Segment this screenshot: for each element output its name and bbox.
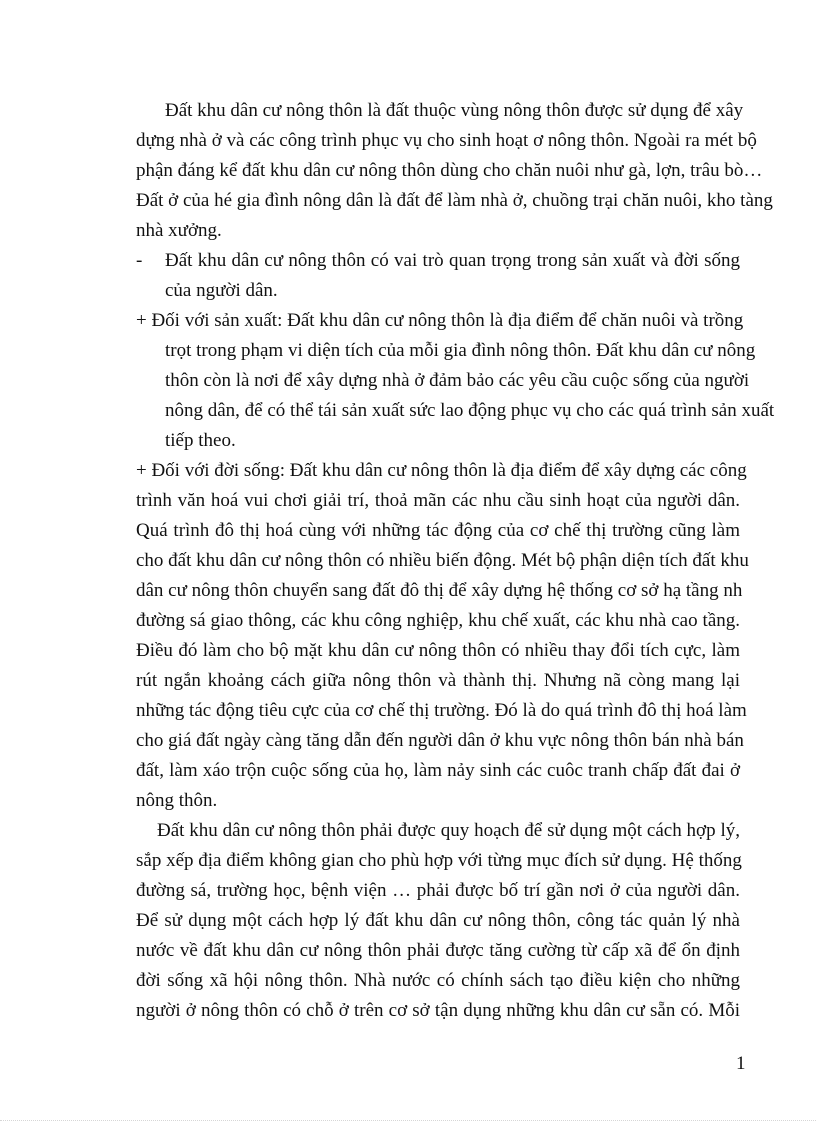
body-text-line: Đất khu dân cư nông thôn là đất thuộc vùng nông thôn được sử dụng để xây — [165, 100, 744, 121]
body-text-line: nông thôn. — [136, 790, 218, 811]
body-text-line: nông dân, để có thể tái sản xuất sức lao động phục vụ cho các quá trình sản xuất — [165, 400, 775, 421]
body-text-line: thôn còn là nơi để xây dựng nhà ở đảm bảo các yêu cầu cuộc sống của người — [165, 370, 750, 391]
body-text-line: Quá trình đô thị hoá cùng với những tác động của cơ chế thị trường cũng làm — [136, 520, 740, 541]
body-text-line: đường sá, trường học, bệnh viện … phải được bố trí gần nơi ở của người dân. — [136, 880, 740, 901]
body-text-line: cho giá đất ngày càng tăng dẫn đến người dân ở khu vực nông thôn bán nhà bán — [136, 730, 744, 751]
body-text-line: nước về đất khu dân cư nông thôn phải được tăng cường từ cấp xã để ổn định — [136, 940, 740, 961]
body-text-line: phận đáng kể đất khu dân cư nông thôn dùng cho chăn nuôi như gà, lợn, trâu bò… — [136, 160, 763, 181]
body-text-line: + Đối với sản xuất: Đất khu dân cư nông thôn là địa điểm để chăn nuôi và trồng — [136, 310, 744, 331]
body-text-line: + Đối với đời sống: Đất khu dân cư nông thôn là địa điểm để xây dựng các công — [136, 460, 747, 481]
body-text-line: Điều đó làm cho bộ mặt khu dân cư nông thôn có nhiều thay đổi tích cực, làm — [136, 640, 740, 661]
body-text-line: cho đất khu dân cư nông thôn có nhiều biến động. Mét bộ phận diện tích đất khu — [136, 550, 749, 571]
body-text-line: trình văn hoá vui chơi giải trí, thoả mãn các nhu cầu sinh hoạt của người dân. — [136, 490, 740, 511]
body-text-line: Đất khu dân cư nông thôn có vai trò quan trọng trong sản xuất và đời sống — [165, 250, 740, 271]
body-text-line: Đất khu dân cư nông thôn phải được quy hoạch để sử dụng một cách hợp lý, — [157, 820, 740, 841]
body-text-line: Đất ở của hé gia đình nông dân là đất để làm nhà ở, chuồng trại chăn nuôi, kho tàng — [136, 190, 773, 211]
body-text-line: Để sử dụng một cách hợp lý đất khu dân cư nông thôn, công tác quản lý nhà — [136, 910, 740, 931]
page-number: 1 — [736, 1053, 746, 1074]
body-text-line: tiếp theo. — [165, 430, 236, 451]
body-text-line: những tác động tiêu cực của cơ chế thị trường. Đó là do quá trình đô thị hoá làm — [136, 700, 747, 721]
body-text-line: rút ngắn khoảng cách giữa nông thôn và thành thị. Nhưng nã còng mang lại — [136, 670, 740, 691]
body-text-line: dân cư nông thôn chuyển sang đất đô thị để xây dựng hệ thống cơ sở hạ tầng nh — [136, 580, 743, 601]
body-text-line: dựng nhà ở và các công trình phục vụ cho sinh hoạt ơ nông thôn. Ngoài ra mét bộ — [136, 130, 757, 151]
body-text-line: của người dân. — [165, 280, 278, 301]
body-text-line: trọt trong phạm vi diện tích của mỗi gia đình nông thôn. Đất khu dân cư nông — [165, 340, 756, 361]
body-text-line: đường sá giao thông, các khu công nghiệp, khu chế xuất, các khu nhà cao tầng. — [136, 610, 740, 631]
body-text-line: nhà xưởng. — [136, 220, 222, 241]
list-bullet: - — [136, 250, 143, 271]
body-text-line: sắp xếp địa điểm không gian cho phù hợp với từng mục đích sử dụng. Hệ thống — [136, 850, 742, 871]
body-text-line: đời sống xã hội nông thôn. Nhà nước có chính sách tạo điều kiện cho những — [136, 970, 740, 991]
body-text-line: đất, làm xáo trộn cuộc sống của họ, làm nảy sinh các cuôc tranh chấp đất đai ở — [136, 760, 740, 781]
body-text-line: người ở nông thôn có chỗ ở trên cơ sở tận dụng những khu dân cư sẵn có. Mỗi — [136, 1000, 740, 1021]
page-bottom-rule — [0, 1120, 816, 1121]
